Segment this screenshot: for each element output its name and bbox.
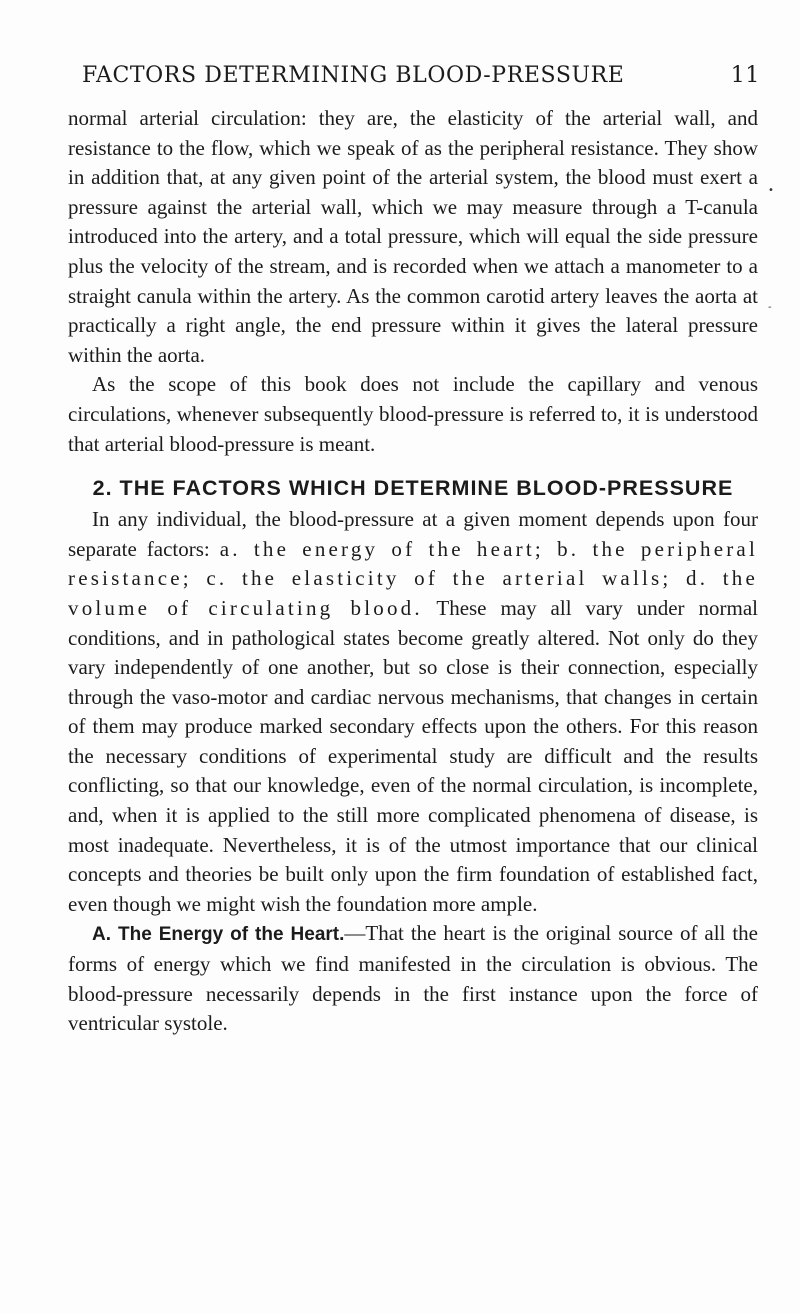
running-head-title: FACTORS DETERMINING BLOOD-PRESSURE [82, 63, 625, 88]
section-heading: 2. THE FACTORS WHICH DETERMINE BLOOD-PRESSURE [92, 476, 734, 501]
paragraph-3-factors: a. the energy of the heart; b. the peripheral resistance; c. the elasticity of the arterial walls; d. the volume of circulating blood. [68, 536, 758, 620]
paragraph-2: As the scope of this book does not include the capillary and venous circulations, whenever subsequently blood-pressure is referred to, it is understood that arterial blood-pressure is meant. [68, 372, 758, 456]
subsection-heading: A. The Energy of the Heart. [92, 924, 345, 946]
paragraph-4 [68, 919, 758, 1038]
paragraph-4-text: —That the heart is the original source of all the forms of energy which we find manifested in the circulation is obvious. The blood-pressure necessarily depends in the first instance upon the force of ventricular systole. [68, 921, 758, 1036]
paragraph-3 [68, 505, 758, 919]
paragraph-3-rest: These may all vary under normal conditions, and in pathological states become greatly altered. Not only do they vary independently of one another, but so close is their connection, especially through the vaso-motor and cardiac nervous mechanisms, that changes in certain of them may produce marked secondary effects upon the others. For this reason the necessary conditions of experimental study are difficult and the results conflicting, so that our knowledge, even of the normal circulation, is incomplete, and, when it is applied to the still more complicated phenomena of disease, is most inadequate. Nevertheless, it is of the utmost importance that our clinical concepts and theories be built only upon the firm foundation of established fact, even though we might wish the foundation more ample. [68, 595, 758, 916]
body-text [68, 104, 758, 1039]
running-head [40, 58, 760, 94]
paragraph-3-intro: In any individual, the blood-pressure at a given moment depends upon four separate factors: [68, 507, 758, 561]
paragraph-1: normal arterial circulation: they are, the elasticity of the arterial wall, and resistance to the flow, which we speak of as the peripheral resistance. They show in addition that, at any given point of the arterial system, the blood must exert a pressure against the arterial wall, which we may measure through a T-canula introduced into the artery, and a total pressure, which will equal the side pressure plus the velocity of the stream, and is recorded when we attach a manometer to a straight canula within the artery. As the common carotid artery leaves the aorta at practically a right angle, the end pressure within it gives the lateral pressure within the aorta. [68, 106, 758, 367]
margin-tick: ‐ [768, 302, 772, 313]
page-number: 11 [730, 63, 760, 88]
margin-dot: • [768, 185, 774, 196]
